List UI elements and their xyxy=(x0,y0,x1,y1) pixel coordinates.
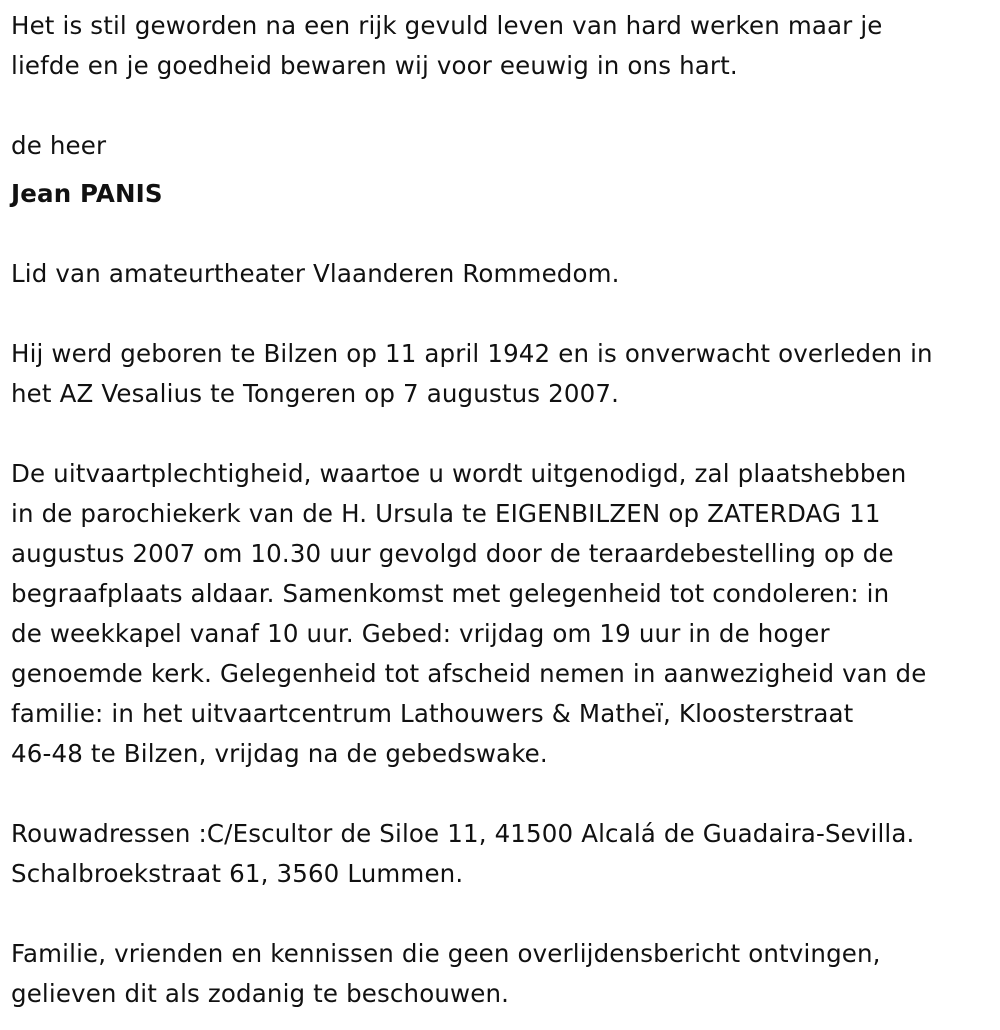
text-line: begraafplaats aldaar. Samenkomst met gelegenheid tot condoleren: in xyxy=(11,579,890,608)
membership-line: Lid van amateurtheater Vlaanderen Rommedom. xyxy=(11,259,620,288)
text-line: Familie, vrienden en kennissen die geen overlijdensbericht ontvingen, xyxy=(11,939,881,968)
text-line: liefde en je goedheid bewaren wij voor eeuwig in ons hart. xyxy=(11,51,738,80)
text-line: Hij werd geboren te Bilzen op 11 april 1942 en is onverwacht overleden in xyxy=(11,339,933,368)
text-line: Rouwadressen :C/Escultor de Siloe 11, 41500 Alcalá de Guadaira-Sevilla. xyxy=(11,819,915,848)
text-line: genoemde kerk. Gelegenheid tot afscheid nemen in aanwezigheid van de xyxy=(11,659,927,688)
text-line: Het is stil geworden na een rijk gevuld leven van hard werken maar je xyxy=(11,11,883,40)
honorific: de heer xyxy=(11,131,107,160)
text-line: De uitvaartplechtigheid, waartoe u wordt uitgenodigd, zal plaatshebben xyxy=(11,459,907,488)
text-line: gelieven dit als zodanig te beschouwen. xyxy=(11,979,510,1008)
addresses-paragraph xyxy=(11,814,996,894)
text-line: 46-48 te Bilzen, vrijdag na de gebedswake. xyxy=(11,739,548,768)
funeral-paragraph xyxy=(11,454,996,774)
deceased-name: Jean PANIS xyxy=(11,179,163,208)
closing-paragraph xyxy=(11,934,996,1014)
obituary-document xyxy=(11,6,996,1014)
text-line: in de parochiekerk van de H. Ursula te EIGENBILZEN op ZATERDAG 11 xyxy=(11,499,881,528)
text-line: familie: in het uitvaartcentrum Lathouwers & Matheï, Kloosterstraat xyxy=(11,699,854,728)
text-line: de weekkapel vanaf 10 uur. Gebed: vrijdag om 19 uur in de hoger xyxy=(11,619,830,648)
birth-death-paragraph xyxy=(11,334,996,414)
text-line: Schalbroekstraat 61, 3560 Lummen. xyxy=(11,859,464,888)
text-line: augustus 2007 om 10.30 uur gevolgd door de teraardebestelling op de xyxy=(11,539,894,568)
text-line: het AZ Vesalius te Tongeren op 7 augustus 2007. xyxy=(11,379,620,408)
opening-paragraph xyxy=(11,6,996,86)
